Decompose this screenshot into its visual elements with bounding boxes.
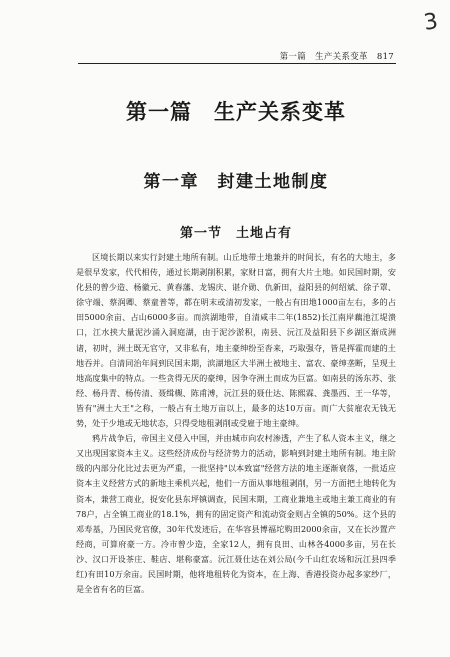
paragraph-1: 区境长期以来实行封建土地所有制。山丘地带土地兼并的时间长，有名的大地主，多是很早发家，代代相传，通过长期剥削积累，家财日富，拥有大片土地。如民国时期，安化县的曾少造、杨徽元、黄春藩、龙锡庆、谌介勋、仇新田，益阳县的何绍斌、徐子罩、徐守端、蔡润卿、蔡童普等，都在明末或清初发家，一般占有田地1000亩左右，多的占田5000余亩、占山6000多亩。而滨湖地带，自清咸丰二年(1852)长江南岸藕池江堤溃口，江水挟大量泥沙涌入洞庭湖，由于泥沙淤积，南县、沅江及益阳县下乡湖区渐成洲诸，初时，洲土既无官守，又非私有，地主豪绅纷至沓来，巧取强夺，皆是挥霍而建的土地吞并。自清同治年间到民国末期，滨湖地区大半洲土被地主、富农、豪绅垄断，呈现土地高度集中的特点。一些贪得无厌的豪绅，因争夺洲土而成为巨富。如南县的汤东苏、张经、杨丹青、杨传清、聂缉槻、陈甫溥，沅江县的聂仕达、陈熙霖、龚墨西、王一华等，皆有"洲土大王"之称，一般占有土地万亩以上，最多的达10万亩。而广大贫雇农无钱无势，处于少地或无地状态，只得受地租剥削或受雇于地主豪绅。 xyxy=(76,252,396,429)
running-header-part: 第一篇 xyxy=(279,52,307,62)
running-header-part-name: 生产关系变革 xyxy=(315,52,368,62)
paragraph-2: 鸦片战争后，帝国主义侵入中国，并由城市向农村渗透，产生了私人资本主义，继之又出现国家资本主义。这些经济成份与经济势力的活动，影响到封建土地所有制。地主阶级的内部分化比过去更为严重，一批坚持"以本致富"经营方法的地主逐渐衰落，一批适应资本主义经营方式的新地主乘机兴起，他们一方面从事地租剥削，另一方面把土地转化为资本，兼营工商业，捉安化县东坪镇调查，民国末期，工商业兼地主或地主兼工商业的有78户，占全镇工商业的18.1%，拥有的固定资产和流动资金则占全镇的50%。这个县的邓寿基，乃国民党官僚，30年代发迹后，在华容县博福坨购田2000余亩，又在长沙置产经商，可算府豪一方。冷市曾少造，全家12人，拥有良田、山林各4000多亩，另在长沙、汉口开设茶庄、鞋店、堪称豪富。沅江聂仕达在刘公局(今千山红农场和沅江县四季红)有田10万余亩。民国时期，他将地租转化为资本，在上海、香港投资办起多家纱厂，是全省有名的巨富。 xyxy=(76,433,396,595)
section-title: 第一节 土地占有 xyxy=(179,226,292,241)
chapter-title: 第一章 封建土地制度 xyxy=(143,172,329,192)
handwritten-corner-mark: 3 xyxy=(422,9,440,36)
header-divider xyxy=(78,63,396,64)
page-number: 817 xyxy=(376,52,394,62)
body-text xyxy=(76,250,396,597)
running-header xyxy=(78,50,394,62)
part-title: 第一篇 生产关系变革 xyxy=(126,100,346,124)
